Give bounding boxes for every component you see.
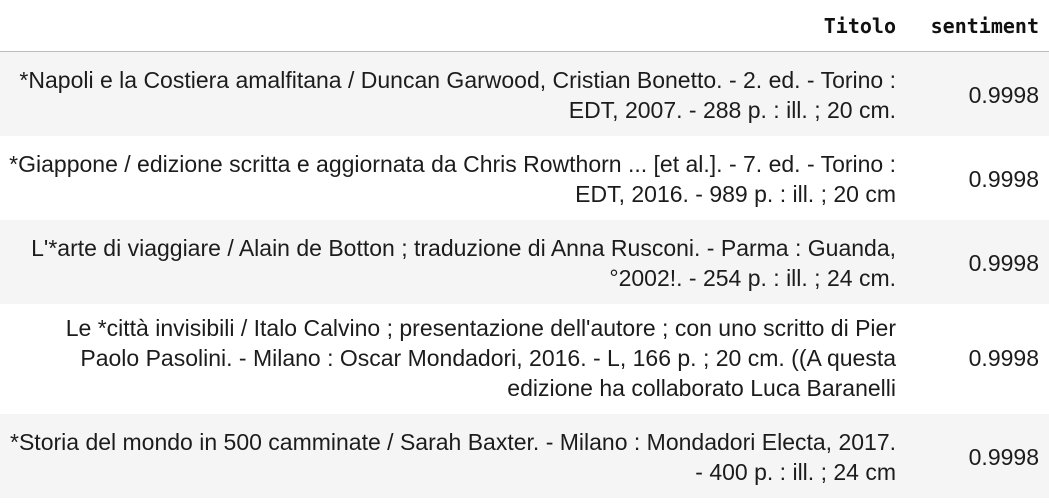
cell-sentiment: 0.9998: [906, 414, 1049, 498]
cell-sentiment: 0.9998: [906, 136, 1049, 220]
cell-titolo: *Giappone / edizione scritta e aggiornata da Chris Rowthorn ... [et al.]. - 7. ed. - Torino : EDT, 2016. - 989 p. : ill. ; 20 cm: [0, 136, 906, 220]
cell-titolo: *Storia del mondo in 500 camminate / Sarah Baxter. - Milano : Mondadori Electa, 2017. - 400 p. : ill. ; 24 cm: [0, 414, 906, 498]
column-header-titolo: Titolo: [0, 0, 906, 52]
table-row: [0, 304, 1049, 414]
cell-titolo: Le *città invisibili / Italo Calvino ; presentazione dell'autore ; con uno scritto di Pier Paolo Pasolini. - Milano : Oscar Mondadori, 2016. - L, 166 p. ; 20 cm. ((A questa edizione ha collaborato Luca Baranelli: [0, 304, 906, 414]
cell-titolo: L'*arte di viaggiare / Alain de Botton ; traduzione di Anna Rusconi. - Parma : Guanda, °2002!. - 254 p. : ill. ; 24 cm.: [0, 220, 906, 304]
cell-titolo: *Napoli e la Costiera amalfitana / Duncan Garwood, Cristian Bonetto. - 2. ed. - Torino : EDT, 2007. - 288 p. : ill. ; 20 cm.: [0, 52, 906, 137]
cell-sentiment: 0.9998: [906, 304, 1049, 414]
column-header-sentiment: sentiment: [906, 0, 1049, 52]
table-row: [0, 220, 1049, 304]
cell-sentiment: 0.9998: [906, 220, 1049, 304]
table-row: [0, 414, 1049, 498]
table-row: [0, 136, 1049, 220]
cell-sentiment: 0.9998: [906, 52, 1049, 137]
header-row: [0, 0, 1049, 52]
table-row: [0, 52, 1049, 137]
